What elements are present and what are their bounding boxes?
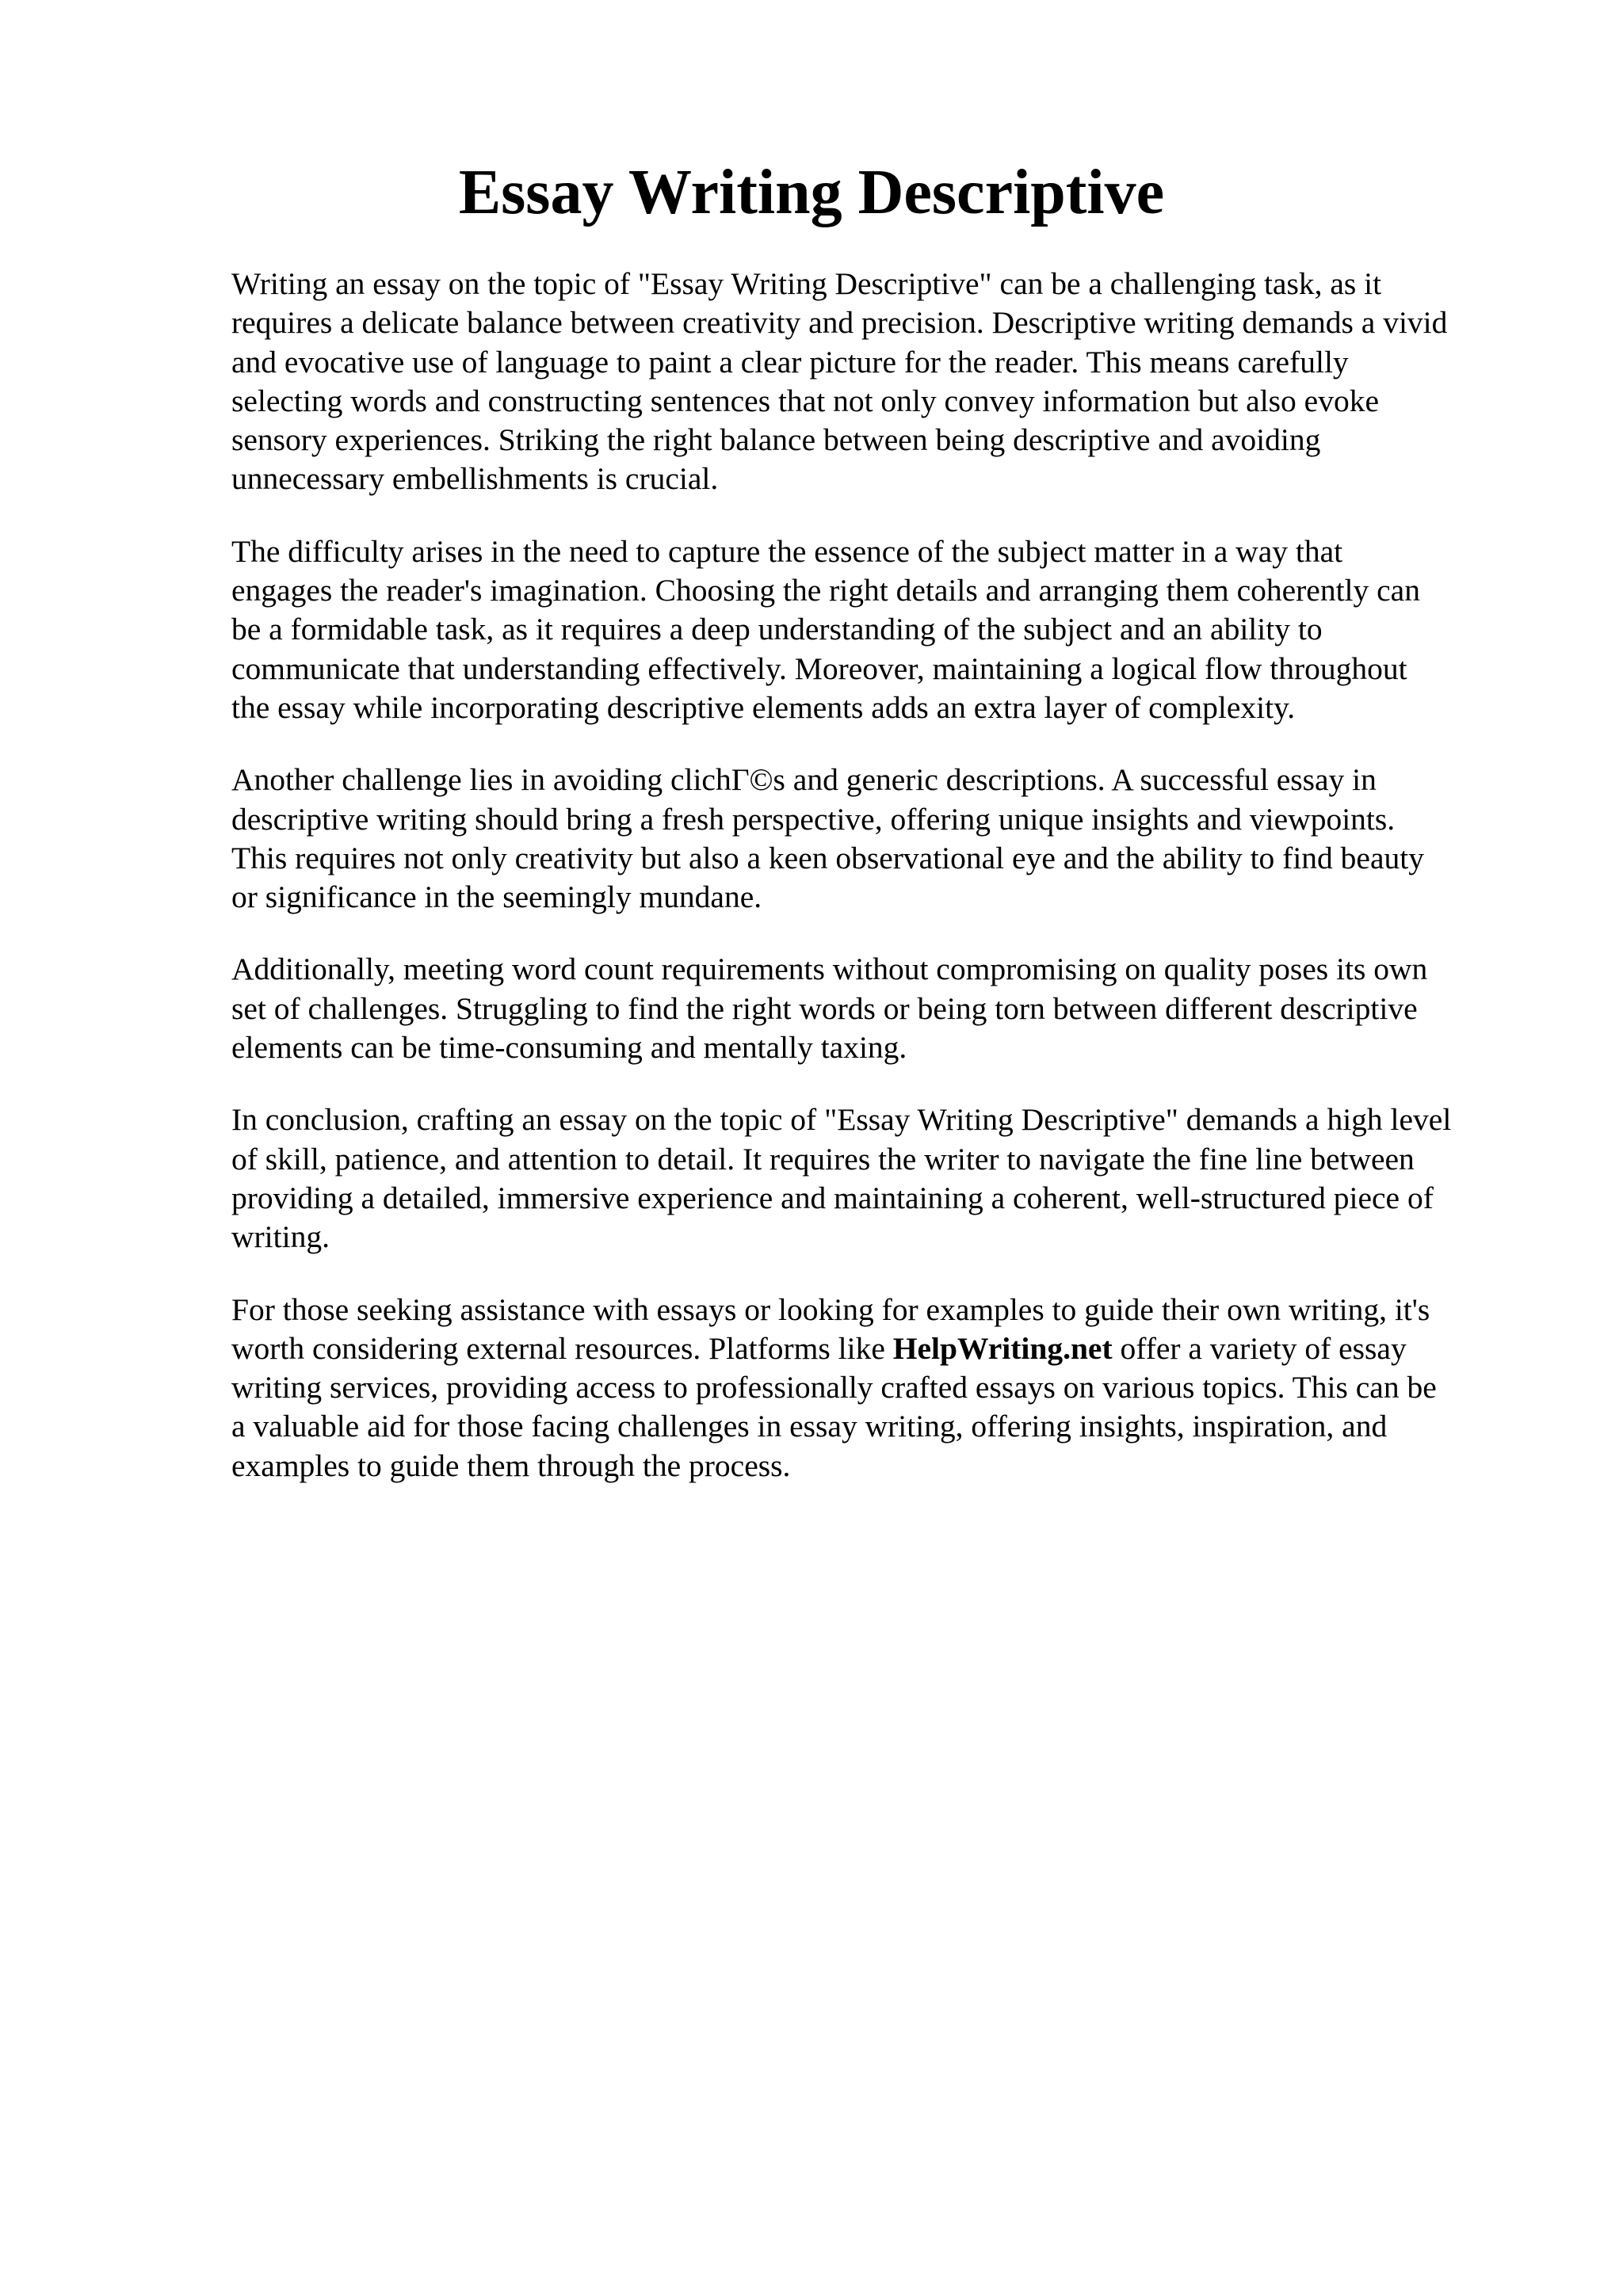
resources-text-before-brand: For those seeking assistance with essays or looking for examples to guide their own writing, it's worth considering external resources. Platforms like (231, 1291, 1430, 1366)
page-title: Essay Writing Descriptive (458, 158, 1165, 227)
paragraph-resources (231, 1291, 1515, 1486)
paragraph-cliches: Another challenge lies in avoiding clichГ©s and generic descriptions. A successful essay in descriptive writing should bring a fresh perspective, offering unique insights and viewpoints. This requires not only creativity but also a keen observational eye and the ability to find beauty or significance in the seemingly mundane. (231, 762, 1424, 915)
paragraph-difficulty: The difficulty arises in the need to capture the essence of the subject matter in a way that engages the reader's imagination. Choosing the right details and arranging them coherently can be a formidable task, as it requires a deep understanding of the subject and an ability to communicate that understanding effectively. Moreover, maintaining a logical flow throughout the essay while incorporating descriptive elements adds an extra layer of complexity. (231, 533, 1420, 725)
resources-text-after-brand: offer a variety of essay writing services, providing access to professionally crafted essays on various topics. This can be a valuable aid for those facing challenges in essay writing, offering insights, inspiration, and examples to guide them through the process. (231, 1330, 1437, 1483)
brand-link-helpwriting[interactable]: HelpWriting.net (892, 1330, 1113, 1366)
essay-body (231, 265, 1515, 1519)
paragraph-intro: Writing an essay on the topic of "Essay Writing Descriptive" can be a challenging task, as it requires a delicate balance between creativity and precision. Descriptive writing demands a vivid and evocative use of language to paint a clear picture for the reader. This means carefully selecting words and constructing sentences that not only convey information but also evoke sensory experiences. Striking the right balance between being descriptive and avoiding unnecessary embellishments is crucial. (231, 266, 1448, 497)
paragraph-word-count: Additionally, meeting word count requirements without compromising on quality poses its own set of challenges. Struggling to find the right words or being torn between different descriptive elements can be time-consuming and mentally taxing. (231, 952, 1428, 1066)
paragraph-conclusion: In conclusion, crafting an essay on the topic of "Essay Writing Descriptive" demands a high level of skill, patience, and attention to detail. It requires the writer to navigate the fine line between providing a detailed, immersive experience and maintaining a coherent, well-structured piece of writing. (231, 1102, 1452, 1255)
